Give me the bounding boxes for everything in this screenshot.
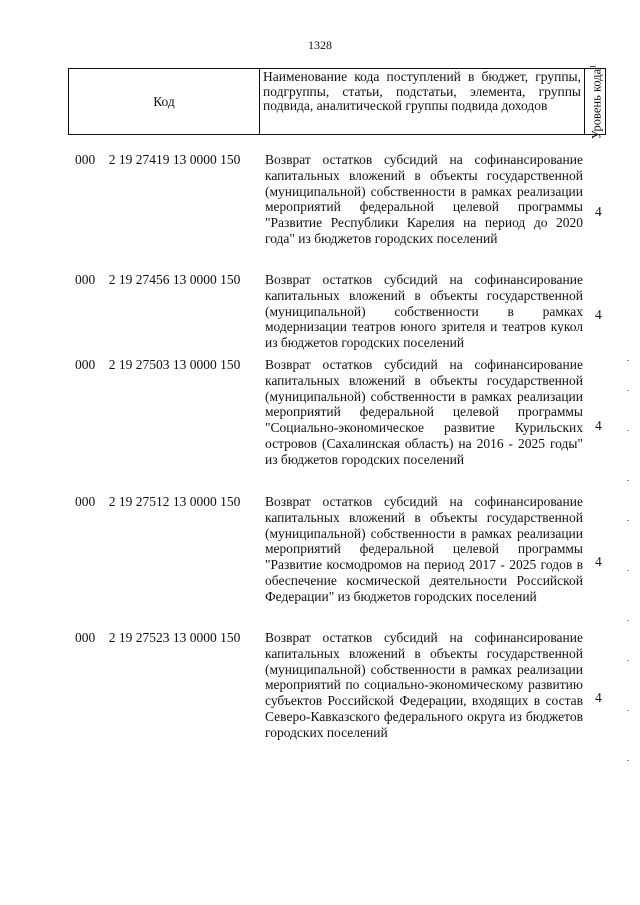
row-admin-code: 000: [75, 272, 96, 287]
row-budget-code: 2 19 27419 13 0000 150: [108, 152, 241, 167]
table-row: [0, 357, 640, 494]
header-level-cell: [585, 64, 606, 139]
table-row: [0, 272, 640, 357]
row-budget-code: 2 19 27523 13 0000 150: [108, 630, 241, 645]
row-budget-code: 2 19 27503 13 0000 150: [108, 357, 241, 372]
row-admin-code: 000: [75, 630, 96, 645]
row-code: [75, 494, 240, 510]
table-row: [0, 630, 640, 766]
table-row: [0, 494, 640, 630]
row-name: Возврат остатков субсидий на софинансирование капитальных вложений в объекты государственной (муниципальной) собственности в рамках реализации мероприятий федеральной целевой программы "Социально-экономическое развитие Курильских островов (Сахалинская область) на 2016 - 2025 годы" из бюджетов городских поселений: [265, 357, 583, 467]
page-number: 1328: [308, 38, 332, 52]
table-header: [68, 64, 606, 139]
row-admin-code: 000: [75, 357, 96, 372]
row-name: Возврат остатков субсидий на софинансирование капитальных вложений в объекты государственной (муниципальной) собственности в рамках модернизации театров юного зрителя и театров кукол из бюджетов городских поселений: [265, 272, 583, 351]
row-name: Возврат остатков субсидий на софинансирование капитальных вложений в объекты государственной (муниципальной) собственности в рамках реализации мероприятий федеральной целевой программы "Развитие Республики Карелия на период до 2020 года" из бюджетов городских поселений: [265, 152, 583, 246]
row-level: 4: [595, 306, 602, 322]
header-name-label: Наименование кода поступлений в бюджет, группы, подгруппы, статьи, подстатьи, элемента, группы подвида, аналитической группы подвида доходов: [263, 69, 581, 113]
header-level-footnote: 1: [588, 64, 598, 69]
row-level: 4: [595, 204, 602, 219]
row-level: 4: [595, 417, 602, 433]
row-level: 4: [595, 554, 602, 569]
row-level: 4: [595, 690, 602, 705]
row-budget-code: 2 19 27512 13 0000 150: [108, 494, 241, 509]
row-code: [75, 630, 240, 646]
table-row: [0, 152, 640, 272]
row-admin-code: 000: [75, 152, 96, 167]
row-code: [75, 357, 240, 373]
row-budget-code: 2 19 27456 13 0000 150: [108, 272, 241, 287]
row-name: Возврат остатков субсидий на софинансирование капитальных вложений в объекты государственной (муниципальной) собственности в рамках реализации мероприятий по социально-экономическому развитию субъектов Российской Федерации, входящих в состав Северо-Кавказского федерального округа из бюджетов городских поселений: [265, 630, 583, 740]
row-code: [75, 152, 240, 168]
code-list: [0, 152, 640, 766]
header-level-text: Уровень кода: [589, 68, 604, 139]
header-code-label: Код: [153, 93, 175, 109]
scan-margin-marks: [627, 360, 631, 780]
row-code: [75, 272, 240, 288]
row-admin-code: 000: [75, 494, 96, 509]
row-name: Возврат остатков субсидий на софинансирование капитальных вложений в объекты государственной (муниципальной) собственности в рамках реализации мероприятий федеральной целевой программы "Развитие космодромов на период 2017 - 2025 годов в обеспечение космической деятельности Российской Федерации" из бюджетов городских поселений: [265, 494, 583, 604]
header-name-cell: [260, 69, 585, 135]
header-level-label: [587, 64, 602, 138]
header-code-cell: [69, 69, 260, 135]
